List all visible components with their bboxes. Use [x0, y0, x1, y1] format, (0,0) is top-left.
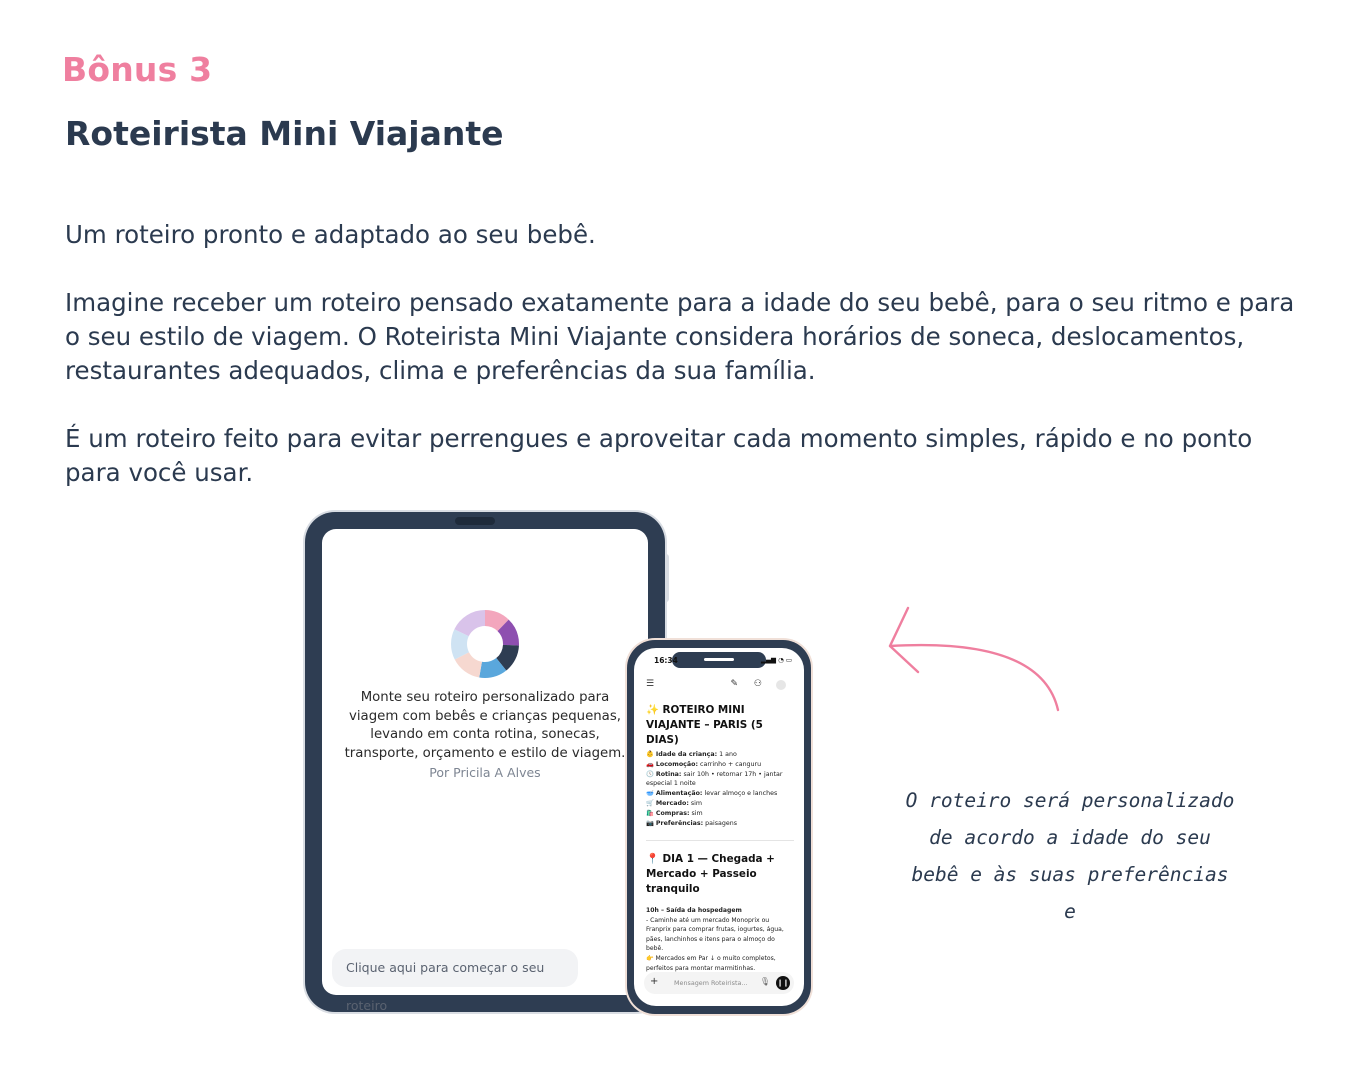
message-input[interactable] — [644, 972, 794, 994]
plus-icon[interactable]: + — [650, 976, 659, 987]
day1-time: 10h – Saída da hospedagem — [646, 907, 742, 914]
new-chat-icon[interactable]: ✎ — [730, 679, 738, 689]
list-item: especial 1 noite — [646, 780, 696, 788]
tablet-camera — [455, 517, 495, 525]
tablet-side-button — [665, 572, 669, 602]
handwritten-note — [900, 782, 1240, 930]
page-title: Roteirista Mini Viajante — [65, 114, 504, 153]
phone-mockup — [627, 640, 811, 1014]
day1-title: 📍 DIA 1 — Chegada + Mercado + Passeio tranquilo — [646, 853, 775, 895]
note-line: O roteiro será personalizado — [905, 789, 1235, 812]
itinerary-title: ✨ ROTEIRO MINI VIAJANTE – PARIS (5 DIAS) — [646, 704, 763, 746]
bonus-label: Bônus 3 — [62, 50, 213, 89]
phone-notch — [672, 652, 766, 668]
description-paragraph: Imagine receber um roteiro pensado exatamente para a idade do seu bebê, para o seu ritmo e para o seu estilo de viagem. O Roteirista Mini Viajante considera horários de soneca, deslocamentos, restaurantes adequados, clima e preferências da sua família. — [65, 288, 1295, 385]
day1-line: perfeitos para montar marmitinhas. — [646, 964, 756, 972]
signal-wifi-battery-icon: ▂▄▆ ◔ ▭ — [761, 656, 792, 664]
intro-paragraph: Um roteiro pronto e adaptado ao seu bebê. — [65, 220, 596, 249]
list-item: 👶 Idade da criança: 1 ano — [646, 751, 737, 758]
chat-toolbar — [646, 679, 794, 693]
add-user-icon[interactable]: ⚇ — [753, 679, 762, 689]
day1-content — [646, 906, 794, 973]
tablet-screen — [322, 529, 648, 1013]
note-line: bebê e às suas preferências e — [911, 863, 1229, 923]
list-item: 🕓 Rotina: sair 10h • retornar 17h • jantar — [646, 770, 783, 778]
closing-paragraph: É um roteiro feito para evitar perrengues e aproveitar cada momento simples, rápido e no ponto para você usar. — [65, 424, 1253, 487]
note-line: de acordo a idade do seu — [929, 826, 1211, 849]
list-item: 📷 Preferências: paisagens — [646, 819, 738, 827]
message-placeholder: Mensagem Roteirista... — [674, 979, 748, 987]
voice-icon[interactable]: ❙❙ — [776, 976, 790, 990]
list-item: 🛒 Mercado: sim — [646, 799, 703, 807]
day1-line: 👉 Mercados em Par ↓ o muito completos, — [646, 954, 776, 962]
menu-icon[interactable]: ☰ — [646, 679, 655, 689]
phone-screen — [634, 648, 804, 1006]
trip-details-list — [646, 750, 796, 828]
tablet-mockup — [305, 512, 665, 1012]
day1-line: Franprix para comprar frutas, iogurtes, água, — [646, 926, 784, 934]
list-item: 🚗 Locomoção: carrinho + canguru — [646, 760, 762, 768]
list-item: 🥣 Alimentação: levar almoço e lanches — [646, 790, 778, 798]
mic-icon[interactable]: 🎙 — [759, 977, 770, 986]
more-icon[interactable] — [776, 680, 786, 690]
day1-line: pães, lanchinhos e itens para o almoço do — [646, 935, 775, 943]
day1-line: - Caminhe até um mercado Monoprix ou — [646, 916, 770, 924]
list-item: 🛍️ Compras: sim — [646, 809, 703, 817]
app-logo-icon — [452, 611, 518, 677]
start-itinerary-input[interactable]: Clique aqui para começar o seu roteiro — [332, 949, 578, 987]
divider — [646, 840, 794, 841]
curved-arrow-icon — [882, 602, 1064, 714]
day1-line: bebê. — [646, 945, 664, 953]
status-time: 16:34 — [654, 656, 678, 665]
assistant-description: Monte seu roteiro personalizado para viagem com bebês e crianças pequenas, levando em conta rotina, sonecas, transporte, orçamento e estilo de viagem. — [344, 690, 626, 761]
assistant-author: Por Pricila A Alves — [429, 765, 541, 780]
